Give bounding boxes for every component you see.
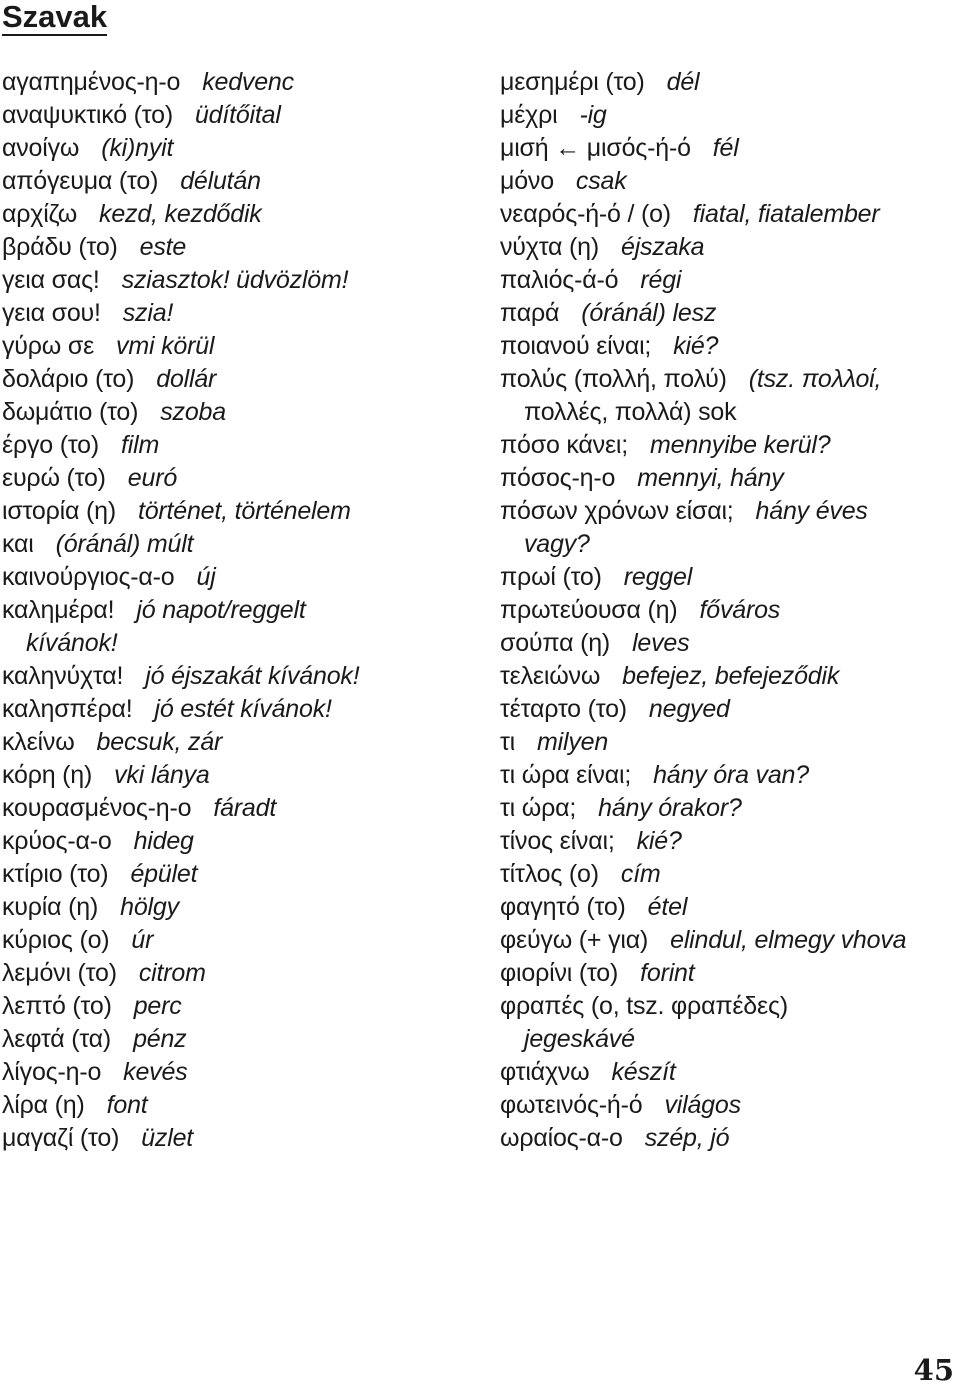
- hungarian-translation: délután: [180, 167, 261, 195]
- hungarian-translation: jó estét kívánok!: [154, 695, 332, 723]
- vocab-entry: [488, 726, 958, 759]
- hungarian-translation: becsuk, zár: [96, 728, 223, 756]
- vocab-entry: [2, 231, 472, 264]
- hungarian-translation: (óránál) lesz: [581, 299, 717, 327]
- vocabulary-column-left: [2, 66, 472, 1155]
- vocab-entry: [488, 957, 958, 990]
- hungarian-translation: film: [121, 431, 160, 459]
- hungarian-translation: (ki)nyit: [101, 134, 174, 162]
- hungarian-translation: milyen: [537, 728, 609, 756]
- hungarian-translation: üdítőital: [194, 101, 281, 129]
- vocab-entry: [2, 594, 472, 660]
- greek-term: λίρα (η): [2, 1091, 85, 1119]
- greek-term: νεαρός-ή-ό / (ο): [500, 200, 671, 228]
- greek-term: γύρω σε: [2, 332, 95, 360]
- hungarian-translation: sziasztok! üdvözlöm!: [121, 266, 349, 294]
- hungarian-translation: üzlet: [141, 1124, 194, 1152]
- hungarian-translation: (óránál) múlt: [55, 530, 194, 558]
- greek-term: καληνύχτα!: [2, 662, 124, 690]
- greek-term: κυρία (η): [2, 893, 99, 921]
- vocab-entry: [2, 825, 472, 858]
- hungarian-translation: fáradt: [213, 794, 277, 822]
- greek-term: δολάριο (το): [2, 365, 135, 393]
- vocab-entry: [488, 99, 958, 132]
- vocab-entry: [488, 330, 958, 363]
- greek-term: ιστορία (η): [2, 497, 116, 525]
- greek-term: παρά: [500, 299, 560, 327]
- hungarian-translation: mennyibe kerül?: [650, 431, 831, 459]
- vocab-entry: [2, 990, 472, 1023]
- greek-term: κουρασμένος-η-ο: [2, 794, 192, 822]
- hungarian-translation: kezd, kezdődik: [99, 200, 262, 228]
- vocab-entry: [2, 198, 472, 231]
- greek-term: πολύς (πολλή, πολύ): [500, 365, 727, 393]
- hungarian-translation: hány óra van?: [653, 761, 809, 789]
- hungarian-translation: szia!: [122, 299, 174, 327]
- hungarian-translation: hány éves: [755, 497, 868, 525]
- vocab-entry: [488, 858, 958, 891]
- greek-term: καλησπέρα!: [2, 695, 133, 723]
- hungarian-translation: éjszaka: [620, 233, 705, 261]
- greek-term: λεφτά (τα): [2, 1025, 112, 1053]
- hungarian-translation: mennyi, hány: [637, 464, 784, 492]
- vocab-entry: [2, 1122, 472, 1155]
- greek-term: απόγευμα (το): [2, 167, 159, 195]
- vocab-entry: [2, 957, 472, 990]
- hungarian-translation: történet, történelem: [137, 497, 351, 525]
- hungarian-translation: reggel: [623, 563, 693, 591]
- hungarian-translation: hideg: [133, 827, 194, 855]
- greek-term: αγαπημένος-η-ο: [2, 68, 181, 96]
- page-number: 45: [913, 1353, 954, 1387]
- vocabulary-column-right: [488, 66, 958, 1155]
- greek-term: αρχίζω: [2, 200, 78, 228]
- greek-term: τέταρτο (το): [500, 695, 627, 723]
- hungarian-translation: cím: [620, 860, 661, 888]
- vocab-entry: [2, 132, 472, 165]
- greek-term: πρωτεύουσα (η): [500, 596, 678, 624]
- vocab-entry: [2, 792, 472, 825]
- translation-continuation: vagy?: [524, 530, 590, 558]
- greek-term: μισή ← μισός-ή-ό: [500, 134, 691, 162]
- greek-term: φτιάχνω: [500, 1058, 590, 1086]
- vocab-entry: [2, 1056, 472, 1089]
- greek-term: λίγος-η-ο: [2, 1058, 102, 1086]
- hungarian-translation: készít: [611, 1058, 676, 1086]
- vocab-entry: [488, 1089, 958, 1122]
- greek-term: ανοίγω: [2, 134, 80, 162]
- vocab-entry: [488, 891, 958, 924]
- vocab-entry: [488, 495, 958, 561]
- greek-term: κλείνω: [2, 728, 75, 756]
- vocab-entry: [488, 627, 958, 660]
- hungarian-translation: negyed: [648, 695, 730, 723]
- vocab-entry: [488, 132, 958, 165]
- greek-term: τίνος είναι;: [500, 827, 615, 855]
- hungarian-translation: fiatal, fiatalember: [692, 200, 880, 228]
- vocab-entry: [488, 165, 958, 198]
- vocab-entry: [488, 759, 958, 792]
- greek-term: κόρη (η): [2, 761, 93, 789]
- vocab-entry: [488, 429, 958, 462]
- greek-term: φεύγω (+ για): [500, 926, 649, 954]
- hungarian-translation: elindul, elmegy vhova: [670, 926, 907, 954]
- vocab-entry: [488, 462, 958, 495]
- greek-term: νύχτα (η): [500, 233, 599, 261]
- greek-term: τι: [500, 728, 516, 756]
- hungarian-translation: befejez, befejeződik: [622, 662, 840, 690]
- vocab-entry: [2, 462, 472, 495]
- vocab-entry: [2, 561, 472, 594]
- greek-term: κτίριο (το): [2, 860, 109, 888]
- vocab-entry: [488, 561, 958, 594]
- vocab-entry: [2, 1023, 472, 1056]
- greek-term: πρωί (το): [500, 563, 602, 591]
- hungarian-translation: jó napot/reggelt: [136, 596, 306, 624]
- hungarian-translation: pénz: [133, 1025, 187, 1053]
- greek-term: φιορίνι (το): [500, 959, 619, 987]
- hungarian-translation: hány órakor?: [598, 794, 742, 822]
- hungarian-translation: kié?: [673, 332, 719, 360]
- vocab-entry: [2, 330, 472, 363]
- vocab-entry: [488, 825, 958, 858]
- greek-term: πόσο κάνει;: [500, 431, 629, 459]
- vocab-entry: [488, 363, 958, 429]
- hungarian-translation: -ig: [579, 101, 607, 129]
- greek-term: και: [2, 530, 34, 558]
- hungarian-translation: szoba: [160, 398, 226, 426]
- hungarian-translation: étel: [647, 893, 688, 921]
- vocab-entry: [2, 924, 472, 957]
- hungarian-translation: új: [196, 563, 216, 591]
- greek-term: γεια σας!: [2, 266, 100, 294]
- greek-term: μέχρι: [500, 101, 558, 129]
- greek-term: ωραίος-α-ο: [500, 1124, 623, 1152]
- greek-term: γεια σου!: [2, 299, 101, 327]
- vocab-entry: [2, 1089, 472, 1122]
- vocab-entry: [488, 792, 958, 825]
- vocab-entry: [488, 1122, 958, 1155]
- vocab-entry: [488, 264, 958, 297]
- vocab-entry: [488, 231, 958, 264]
- hungarian-translation: fél: [712, 134, 739, 162]
- greek-term: φραπές (ο, tsz. φραπέδες): [500, 992, 788, 1020]
- hungarian-translation: vki lánya: [114, 761, 210, 789]
- greek-term: φωτεινός-ή-ό: [500, 1091, 643, 1119]
- vocab-entry: [2, 99, 472, 132]
- vocab-entry: [488, 297, 958, 330]
- page-title: Szavak: [2, 0, 108, 34]
- greek-term: τελειώνω: [500, 662, 601, 690]
- hungarian-translation: kedvenc: [202, 68, 294, 96]
- greek-term: σούπα (η): [500, 629, 611, 657]
- hungarian-translation: épület: [130, 860, 198, 888]
- greek-term: βράδυ (το): [2, 233, 118, 261]
- greek-term: πόσος-η-ο: [500, 464, 616, 492]
- translation-continuation: jegeskávé: [524, 1025, 635, 1053]
- vocab-entry: [2, 660, 472, 693]
- vocab-entry: [488, 660, 958, 693]
- vocab-entry: [2, 726, 472, 759]
- vocab-entry: [2, 297, 472, 330]
- vocab-entry: [2, 495, 472, 528]
- hungarian-translation: hölgy: [120, 893, 179, 921]
- vocab-entry: [2, 66, 472, 99]
- hungarian-translation: forint: [640, 959, 695, 987]
- hungarian-translation: (tsz. πολλοί,: [748, 365, 882, 393]
- greek-term: μεσημέρι (το): [500, 68, 645, 96]
- vocab-entry: [488, 594, 958, 627]
- hungarian-translation: szép, jó: [644, 1124, 730, 1152]
- greek-term: τίτλος (ο): [500, 860, 599, 888]
- hungarian-translation: leves: [632, 629, 690, 657]
- vocab-entry: [2, 165, 472, 198]
- greek-term: λεμόνι (το): [2, 959, 117, 987]
- vocab-entry: [488, 990, 958, 1056]
- hungarian-translation: perc: [133, 992, 182, 1020]
- hungarian-translation: régi: [640, 266, 682, 294]
- greek-term: λεπτό (το): [2, 992, 112, 1020]
- vocab-entry: [2, 429, 472, 462]
- hungarian-translation: vmi körül: [116, 332, 215, 360]
- greek-term: κρύος-α-ο: [2, 827, 112, 855]
- hungarian-translation: kevés: [123, 1058, 188, 1086]
- greek-term: τι ώρα;: [500, 794, 577, 822]
- greek-term: παλιός-ά-ό: [500, 266, 619, 294]
- greek-term: ευρώ (το): [2, 464, 106, 492]
- greek-term: μαγαζί (το): [2, 1124, 120, 1152]
- hungarian-translation: jó éjszakát kívánok!: [145, 662, 360, 690]
- vocab-entry: [2, 891, 472, 924]
- vocab-entry: [2, 528, 472, 561]
- hungarian-translation: főváros: [699, 596, 781, 624]
- vocab-entry: [488, 693, 958, 726]
- greek-term: τι ώρα είναι;: [500, 761, 632, 789]
- vocab-entry: [2, 759, 472, 792]
- vocab-entry: [488, 198, 958, 231]
- vocab-entry: [2, 396, 472, 429]
- greek-term: μόνο: [500, 167, 554, 195]
- greek-term: έργο (το): [2, 431, 99, 459]
- vocab-entry: [2, 858, 472, 891]
- greek-term: κύριος (ο): [2, 926, 110, 954]
- greek-term: καλημέρα!: [2, 596, 115, 624]
- hungarian-translation: euró: [127, 464, 178, 492]
- hungarian-translation: dél: [666, 68, 700, 96]
- vocab-entry: [488, 924, 958, 957]
- hungarian-translation: font: [106, 1091, 148, 1119]
- hungarian-translation: kié?: [636, 827, 682, 855]
- hungarian-translation: úr: [131, 926, 154, 954]
- hungarian-translation: csak: [575, 167, 627, 195]
- greek-term: πόσων χρόνων είσαι;: [500, 497, 734, 525]
- vocab-entry: [2, 363, 472, 396]
- greek-term: καινούργιος-α-ο: [2, 563, 175, 591]
- greek-term: αναψυκτικό (το): [2, 101, 173, 129]
- greek-term: ποιανού είναι;: [500, 332, 652, 360]
- translation-continuation: kívánok!: [26, 629, 118, 657]
- vocab-entry: [488, 1056, 958, 1089]
- greek-term: φαγητό (το): [500, 893, 626, 921]
- translation-continuation: πολλές, πολλά) sok: [524, 398, 737, 426]
- hungarian-translation: világos: [664, 1091, 741, 1119]
- hungarian-translation: dollár: [156, 365, 217, 393]
- vocab-entry: [2, 693, 472, 726]
- hungarian-translation: este: [139, 233, 187, 261]
- hungarian-translation: citrom: [138, 959, 206, 987]
- greek-term: δωμάτιο (το): [2, 398, 139, 426]
- vocab-entry: [488, 66, 958, 99]
- vocab-entry: [2, 264, 472, 297]
